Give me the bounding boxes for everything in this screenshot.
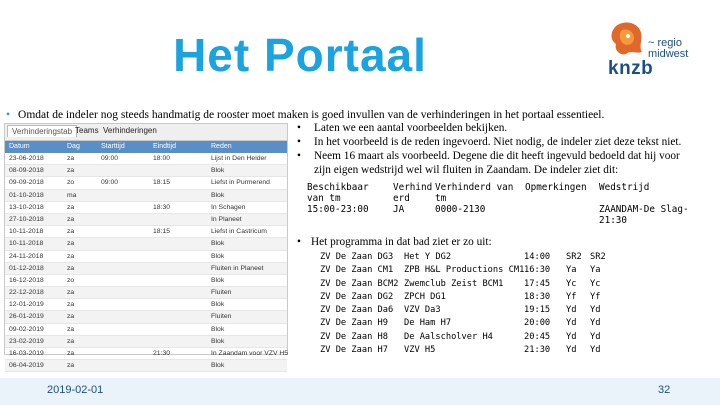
program-cell: SR2 — [566, 252, 582, 262]
table-cell: Liefst in Castricum — [211, 228, 267, 236]
program-cell: Yf — [566, 291, 577, 302]
program-cell: Yd — [590, 345, 601, 356]
table-row[interactable] — [5, 336, 287, 348]
program-cell: ZV De Zaan H7 — [320, 345, 388, 356]
program-cell: Yd — [566, 331, 577, 342]
avail-value-wedstrijd: ZAANDAM-De Slag-21:30 — [599, 204, 689, 226]
program-cell: ZV De Zaan H8 — [320, 331, 388, 342]
table-cell: za — [67, 228, 75, 236]
program-cell: De Aalscholver H4 — [404, 331, 493, 342]
tab-bar — [5, 124, 287, 141]
slide-number: 32 — [658, 384, 671, 396]
table-cell: 23-02-2019 — [9, 337, 44, 345]
footer-bar — [0, 378, 720, 405]
avail-header-beschikbaar: Beschikbaar van tm — [307, 182, 369, 204]
program-cell: Yd — [566, 345, 577, 356]
logo-regio-text: ~ regio midwest — [648, 37, 689, 60]
table-row[interactable] — [5, 202, 287, 214]
table-cell: Fluiten in Planeet — [211, 264, 264, 272]
table-row[interactable] — [5, 226, 287, 238]
program-cell: ZV De Zaan BCM2 — [320, 278, 399, 289]
table-cell: za — [67, 240, 75, 248]
table-row[interactable] — [5, 238, 287, 250]
bullet-item: • Laten we een aantal voorbeelden bekijken. — [297, 122, 508, 134]
tab-verhinderingstab[interactable]: Verhinderingstab — [7, 125, 77, 137]
program-cell: VZV H5 — [404, 345, 436, 356]
table-cell: za — [67, 264, 75, 272]
program-cell: 16:30 — [524, 265, 551, 276]
table-row[interactable] — [5, 177, 287, 189]
table-cell: za — [67, 301, 75, 309]
program-cell: 20:45 — [524, 331, 551, 342]
table-cell: In Zaandam voor VZV H5 — [211, 350, 289, 357]
table-cell: 18:00 — [153, 155, 171, 162]
table-cell: Blok — [211, 325, 225, 333]
tab-verhinderingen[interactable]: Verhinderingen — [103, 126, 157, 135]
program-cell: ZV De Zaan DG2 — [320, 291, 394, 302]
table-row[interactable] — [5, 251, 287, 263]
avail-value-verhinderd-van-tm: 0000-2130 — [435, 204, 486, 215]
program-cell: 21:30 — [524, 345, 551, 356]
table-cell: 22-12-2018 — [9, 289, 44, 297]
table-row[interactable] — [5, 324, 287, 336]
bullet-item: • Neem 16 maart als voorbeeld. Degene die dit heeft ingevuld bedoeld dat hij voor — [297, 150, 680, 162]
table-cell: Liefst in Purmerend — [211, 179, 270, 187]
table-cell: zo — [67, 276, 75, 284]
program-cell: 19:15 — [524, 305, 551, 316]
program-cell: Ya — [590, 265, 601, 276]
table-cell: 10-11-2018 — [9, 240, 44, 248]
table-cell: Blok — [211, 252, 225, 260]
table-cell: 26-01-2019 — [9, 313, 44, 321]
table-cell: 06-04-2019 — [9, 362, 44, 370]
table-cell: 16-03-2019 — [9, 350, 44, 357]
program-cell: ZV De Zaan CM1 — [320, 265, 394, 276]
footer-date: 2019-02-01 — [47, 384, 104, 396]
col-datum[interactable]: Datum — [9, 143, 30, 150]
program-cell: 20:00 — [524, 318, 551, 329]
program-cell: De Ham H7 — [404, 318, 452, 329]
program-cell: ZPCH DG1 — [404, 291, 446, 302]
col-starttijd[interactable]: Starttijd — [101, 143, 125, 150]
table-cell: 01-12-2018 — [9, 264, 44, 272]
table-row[interactable] — [5, 190, 287, 202]
col-reden[interactable]: Reden — [211, 143, 232, 150]
program-cell: Zwemclub Zeist BCM1 — [404, 278, 504, 289]
table-cell: 27-10-2018 — [9, 215, 44, 223]
table-row[interactable] — [5, 299, 287, 311]
program-cell: Yd — [590, 331, 601, 342]
table-cell: za — [67, 289, 75, 297]
lion-icon — [612, 23, 643, 55]
table-cell: Blok — [211, 301, 225, 309]
avail-header-verhinderd-van-tm: Verhinderd van tm — [435, 182, 514, 204]
program-cell: 18:30 — [524, 291, 551, 302]
table-row[interactable] — [5, 287, 287, 299]
table-cell: Lijst in Den Helder — [211, 155, 267, 162]
table-row[interactable] — [5, 165, 287, 177]
bullet-icon: • — [6, 109, 11, 121]
table-cell: 10-11-2018 — [9, 228, 44, 236]
bullet-item: • In het voorbeeld is de reden ingevoerd. Niet nodig, de indeler ziet deze tekst niet. — [297, 136, 682, 148]
table-cell: 13-10-2018 — [9, 203, 44, 211]
program-cell: ZV De Zaan H9 — [320, 318, 388, 329]
grid-header — [5, 141, 287, 153]
col-dag[interactable]: Dag — [67, 143, 80, 150]
table-cell: za — [67, 313, 75, 321]
table-cell: 18:30 — [153, 203, 171, 211]
avail-header-verhinderd: Verhind erd — [393, 182, 433, 204]
program-cell: Het Y DG2 — [404, 252, 452, 262]
avail-value-verhinderd: JA — [393, 204, 405, 215]
table-cell: za — [67, 325, 75, 333]
table-cell: Fluiten — [211, 313, 232, 321]
table-cell: za — [67, 252, 75, 260]
table-cell: za — [67, 350, 75, 357]
avail-value-beschikbaar: 15:00-23:00 — [307, 204, 369, 215]
table-cell: za — [67, 337, 75, 345]
table-row[interactable] — [5, 348, 287, 360]
table-cell: 21:30 — [153, 350, 171, 357]
avail-header-wedstrijd: Wedstrijd — [599, 182, 650, 193]
table-cell: ma — [67, 191, 77, 199]
table-cell: za — [67, 167, 75, 175]
logo-knzb-text: knzb — [608, 58, 654, 79]
table-cell: 09-02-2019 — [9, 325, 44, 333]
program-cell: Yd — [566, 318, 577, 329]
program-cell: Yd — [566, 305, 577, 316]
bullet-continuation: zijn eigen wedstrijd wel wil fluiten in Zaandam. De indeler ziet dit: — [314, 164, 619, 176]
program-cell: Yf — [590, 291, 601, 302]
table-cell: za — [67, 203, 75, 211]
program-cell: VZV Da3 — [404, 305, 441, 316]
program-cell: ZV De Zaan Da6 — [320, 305, 394, 316]
table-cell: Blok — [211, 276, 225, 284]
table-cell: Blok — [211, 362, 225, 370]
program-cell: 14:00 — [524, 252, 551, 262]
table-row[interactable] — [5, 275, 287, 287]
slide-title: Het Portaal — [173, 29, 427, 81]
table-cell: 12-01-2019 — [9, 301, 44, 309]
program-bullet: • Het programma in dat bad ziet er zo uit: — [297, 236, 492, 248]
table-cell: za — [67, 155, 75, 162]
table-cell: 16-12-2018 — [9, 276, 44, 284]
main-bullet: • Omdat de indeler nog steeds handmatig de rooster moet maken is goed invullen van de verhinderingen in het portaal essentieel. — [6, 109, 605, 121]
table-cell: za — [67, 215, 75, 223]
program-cell: ZPB H&L Productions CM1 — [404, 265, 525, 276]
program-cell: ZV De Zaan DG3 — [320, 252, 394, 262]
table-cell: In Schagen — [211, 203, 246, 211]
table-row[interactable] — [5, 153, 287, 165]
table-cell: za — [67, 362, 75, 370]
program-cell: Yc — [566, 278, 577, 289]
table-cell: 09:00 — [101, 155, 119, 162]
program-cell: 17:45 — [524, 278, 551, 289]
table-row[interactable] — [5, 214, 287, 226]
table-cell: 24-11-2018 — [9, 252, 44, 260]
col-eindtijd[interactable]: Eindtijd — [153, 143, 176, 150]
table-cell: Blok — [211, 191, 225, 199]
tab-teams[interactable]: Teams — [75, 126, 99, 135]
table-cell: Blok — [211, 167, 225, 175]
program-cell: Ya — [566, 265, 577, 276]
program-cell: SR2 — [590, 252, 606, 262]
table-cell: 23-06-2018 — [9, 155, 44, 162]
portal-screenshot — [4, 123, 289, 370]
grid-rows — [5, 153, 287, 372]
program-cell: Yd — [590, 305, 601, 316]
table-cell: 18:15 — [153, 228, 171, 236]
table-cell: 08-09-2018 — [9, 167, 44, 175]
table-cell: 01-10-2018 — [9, 191, 44, 199]
program-cell: Yc — [590, 278, 601, 289]
table-cell: Blok — [211, 240, 225, 248]
table-row[interactable] — [5, 263, 287, 275]
program-cell: Yd — [590, 318, 601, 329]
table-row[interactable] — [5, 311, 287, 323]
table-cell: 18:15 — [153, 179, 171, 187]
right-bullets — [297, 121, 681, 177]
table-row[interactable] — [5, 360, 287, 372]
table-cell: 09-09-2018 — [9, 179, 44, 187]
table-cell: 09:00 — [101, 179, 119, 187]
table-cell: In Planeet — [211, 215, 242, 223]
bullet-icon: • — [297, 236, 301, 248]
table-cell: Blok — [211, 337, 225, 345]
avail-header-opmerkingen: Opmerkingen — [525, 182, 587, 193]
table-cell: zo — [67, 179, 75, 187]
table-cell: Fluiten — [211, 289, 232, 297]
